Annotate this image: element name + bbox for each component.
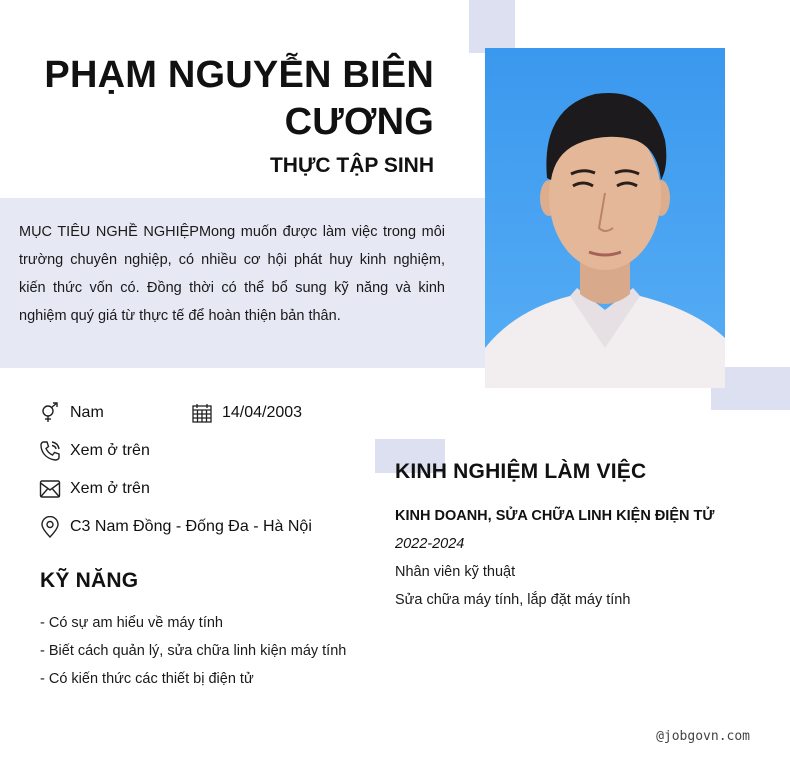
contact-email	[39, 477, 150, 501]
skills-list	[40, 609, 370, 693]
contact-gender	[39, 401, 104, 425]
envelope-icon	[39, 478, 61, 500]
watermark: @jobgovn.com	[656, 729, 750, 744]
experience-description: Sửa chữa máy tính, lắp đặt máy tính	[395, 592, 631, 608]
profile-photo	[485, 48, 725, 388]
skill-item: - Biết cách quản lý, sửa chữa linh kiện máy tính	[40, 643, 347, 659]
career-objective: MỤC TIÊU NGHỀ NGHIỆPMong muốn được làm việc trong môi trường chuyên nghiệp, có nhiều cơ hội phát huy kinh nghiệm, kiến thức vốn có. Đồng thời có thể bổ sung kỹ năng và kinh nghiệm quý giá từ thực tế để hoàn thiện bản thân.	[19, 224, 445, 324]
contact-birthday	[191, 401, 302, 425]
birthday-value: 14/04/2003	[222, 404, 303, 421]
address-value: C3 Nam Đồng - Đống Đa - Hà Nội	[70, 518, 312, 535]
phone-value: Xem ở trên	[70, 442, 150, 459]
gender-value: Nam	[70, 404, 104, 421]
decorative-block-top	[469, 0, 515, 53]
gender-icon	[39, 402, 61, 424]
email-value: Xem ở trên	[70, 480, 150, 497]
skill-item: - Có sự am hiểu về máy tính	[40, 615, 223, 631]
experience-section	[395, 460, 775, 614]
candidate-role: THỰC TẬP SINH	[269, 154, 434, 177]
skill-item: - Có kiến thức các thiết bị điện tử	[40, 671, 254, 687]
contact-address	[39, 515, 312, 539]
contact-phone	[39, 439, 150, 463]
experience-position: Nhân viên kỹ thuật	[395, 564, 516, 580]
experience-title: KINH NGHIỆM LÀM VIỆC	[395, 460, 647, 483]
experience-company: KINH DOANH, SỬA CHỮA LINH KIỆN ĐIỆN TỬ	[395, 508, 715, 524]
phone-icon	[39, 440, 61, 462]
candidate-name: PHẠM NGUYỄN BIÊN CƯƠNG	[44, 54, 434, 143]
experience-period: 2022-2024	[395, 536, 465, 552]
skills-title: KỸ NĂNG	[40, 569, 139, 592]
location-pin-icon	[39, 516, 61, 538]
calendar-icon	[191, 402, 213, 424]
